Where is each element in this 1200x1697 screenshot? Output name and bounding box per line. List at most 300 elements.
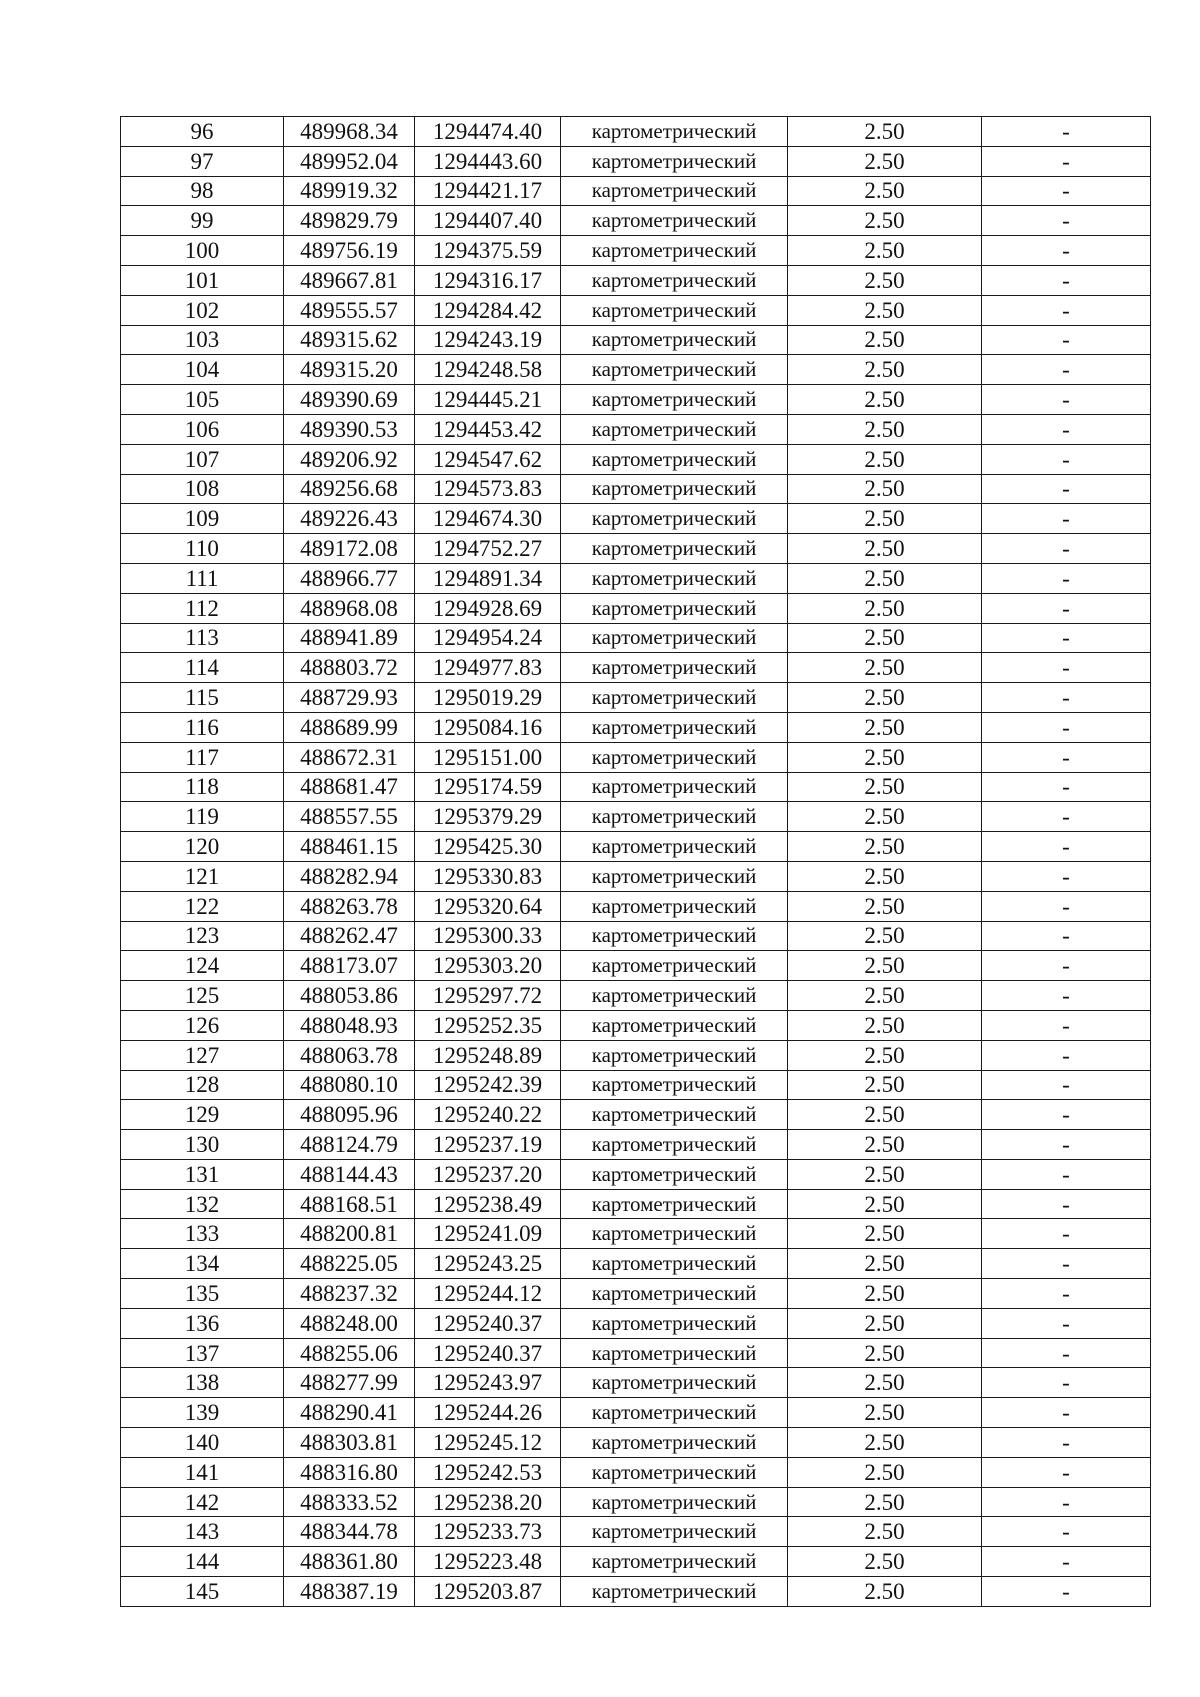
description-cell: - (982, 1308, 1151, 1338)
description-cell: - (982, 1368, 1151, 1398)
point-number-cell: 115 (121, 683, 284, 713)
accuracy-cell: 2.50 (788, 414, 982, 444)
description-cell: - (982, 921, 1151, 951)
x-coordinate-cell: 488303.81 (284, 1428, 415, 1458)
point-number-cell: 134 (121, 1249, 284, 1279)
x-coordinate-cell: 488941.89 (284, 623, 415, 653)
table-row (121, 444, 1151, 474)
method-cell: картометрический (561, 146, 788, 176)
table-row (121, 295, 1151, 325)
table-row (121, 921, 1151, 951)
x-coordinate-cell: 489390.69 (284, 385, 415, 415)
accuracy-cell: 2.50 (788, 1040, 982, 1070)
description-cell: - (982, 1457, 1151, 1487)
point-number-cell: 117 (121, 742, 284, 772)
method-cell: картометрический (561, 712, 788, 742)
x-coordinate-cell: 488729.93 (284, 683, 415, 713)
method-cell: картометрический (561, 236, 788, 266)
description-cell: - (982, 504, 1151, 534)
point-number-cell: 135 (121, 1279, 284, 1309)
table-row (121, 832, 1151, 862)
description-cell: - (982, 1577, 1151, 1607)
x-coordinate-cell: 489952.04 (284, 146, 415, 176)
accuracy-cell: 2.50 (788, 1517, 982, 1547)
method-cell: картометрический (561, 1547, 788, 1577)
point-number-cell: 120 (121, 832, 284, 862)
table-row (121, 414, 1151, 444)
y-coordinate-cell: 1294316.17 (415, 265, 561, 295)
table-row (121, 1010, 1151, 1040)
accuracy-cell: 2.50 (788, 1219, 982, 1249)
table-row (121, 1398, 1151, 1428)
table-row (121, 1249, 1151, 1279)
table-row (121, 236, 1151, 266)
table-row (121, 355, 1151, 385)
x-coordinate-cell: 488316.80 (284, 1457, 415, 1487)
accuracy-cell: 2.50 (788, 1577, 982, 1607)
accuracy-cell: 2.50 (788, 921, 982, 951)
point-number-cell: 96 (121, 117, 284, 147)
x-coordinate-cell: 489256.68 (284, 474, 415, 504)
y-coordinate-cell: 1295223.48 (415, 1547, 561, 1577)
y-coordinate-cell: 1295240.22 (415, 1100, 561, 1130)
x-coordinate-cell: 488248.00 (284, 1308, 415, 1338)
y-coordinate-cell: 1295297.72 (415, 981, 561, 1011)
method-cell: картометрический (561, 1279, 788, 1309)
x-coordinate-cell: 488237.32 (284, 1279, 415, 1309)
point-number-cell: 126 (121, 1010, 284, 1040)
accuracy-cell: 2.50 (788, 772, 982, 802)
table-row (121, 1159, 1151, 1189)
table-row (121, 1100, 1151, 1130)
point-number-cell: 114 (121, 653, 284, 683)
x-coordinate-cell: 489226.43 (284, 504, 415, 534)
table-row (121, 1487, 1151, 1517)
accuracy-cell: 2.50 (788, 1100, 982, 1130)
accuracy-cell: 2.50 (788, 295, 982, 325)
method-cell: картометрический (561, 891, 788, 921)
description-cell: - (982, 653, 1151, 683)
method-cell: картометрический (561, 1428, 788, 1458)
y-coordinate-cell: 1295151.00 (415, 742, 561, 772)
point-number-cell: 107 (121, 444, 284, 474)
y-coordinate-cell: 1295330.83 (415, 861, 561, 891)
method-cell: картометрический (561, 742, 788, 772)
method-cell: картометрический (561, 504, 788, 534)
method-cell: картометрический (561, 117, 788, 147)
y-coordinate-cell: 1295243.25 (415, 1249, 561, 1279)
y-coordinate-cell: 1294547.62 (415, 444, 561, 474)
point-number-cell: 133 (121, 1219, 284, 1249)
point-number-cell: 145 (121, 1577, 284, 1607)
x-coordinate-cell: 488557.55 (284, 802, 415, 832)
x-coordinate-cell: 489756.19 (284, 236, 415, 266)
x-coordinate-cell: 488080.10 (284, 1070, 415, 1100)
y-coordinate-cell: 1295237.19 (415, 1130, 561, 1160)
method-cell: картометрический (561, 772, 788, 802)
y-coordinate-cell: 1295019.29 (415, 683, 561, 713)
method-cell: картометрический (561, 802, 788, 832)
description-cell: - (982, 295, 1151, 325)
y-coordinate-cell: 1295242.39 (415, 1070, 561, 1100)
point-number-cell: 130 (121, 1130, 284, 1160)
method-cell: картометрический (561, 1070, 788, 1100)
table-row (121, 265, 1151, 295)
point-number-cell: 118 (121, 772, 284, 802)
point-number-cell: 122 (121, 891, 284, 921)
method-cell: картометрический (561, 325, 788, 355)
x-coordinate-cell: 488048.93 (284, 1010, 415, 1040)
accuracy-cell: 2.50 (788, 1159, 982, 1189)
y-coordinate-cell: 1295379.29 (415, 802, 561, 832)
table-row (121, 1368, 1151, 1398)
description-cell: - (982, 593, 1151, 623)
x-coordinate-cell: 488672.31 (284, 742, 415, 772)
point-number-cell: 97 (121, 146, 284, 176)
description-cell: - (982, 683, 1151, 713)
description-cell: - (982, 265, 1151, 295)
table-row (121, 742, 1151, 772)
description-cell: - (982, 117, 1151, 147)
accuracy-cell: 2.50 (788, 1338, 982, 1368)
y-coordinate-cell: 1294977.83 (415, 653, 561, 683)
accuracy-cell: 2.50 (788, 117, 982, 147)
x-coordinate-cell: 488225.05 (284, 1249, 415, 1279)
y-coordinate-cell: 1295243.97 (415, 1368, 561, 1398)
description-cell: - (982, 1338, 1151, 1368)
accuracy-cell: 2.50 (788, 593, 982, 623)
description-cell: - (982, 385, 1151, 415)
description-cell: - (982, 772, 1151, 802)
description-cell: - (982, 325, 1151, 355)
method-cell: картометрический (561, 683, 788, 713)
x-coordinate-cell: 489172.08 (284, 534, 415, 564)
description-cell: - (982, 742, 1151, 772)
table-row (121, 891, 1151, 921)
y-coordinate-cell: 1294407.40 (415, 206, 561, 236)
point-number-cell: 99 (121, 206, 284, 236)
accuracy-cell: 2.50 (788, 623, 982, 653)
y-coordinate-cell: 1294421.17 (415, 176, 561, 206)
method-cell: картометрический (561, 355, 788, 385)
point-number-cell: 108 (121, 474, 284, 504)
accuracy-cell: 2.50 (788, 265, 982, 295)
description-cell: - (982, 1398, 1151, 1428)
description-cell: - (982, 1547, 1151, 1577)
point-number-cell: 137 (121, 1338, 284, 1368)
method-cell: картометрический (561, 1130, 788, 1160)
method-cell: картометрический (561, 1517, 788, 1547)
accuracy-cell: 2.50 (788, 1070, 982, 1100)
point-number-cell: 116 (121, 712, 284, 742)
accuracy-cell: 2.50 (788, 474, 982, 504)
method-cell: картометрический (561, 1219, 788, 1249)
y-coordinate-cell: 1295244.12 (415, 1279, 561, 1309)
point-number-cell: 102 (121, 295, 284, 325)
point-number-cell: 142 (121, 1487, 284, 1517)
method-cell: картометрический (561, 295, 788, 325)
x-coordinate-cell: 489315.20 (284, 355, 415, 385)
description-cell: - (982, 981, 1151, 1011)
y-coordinate-cell: 1295320.64 (415, 891, 561, 921)
method-cell: картометрический (561, 1040, 788, 1070)
accuracy-cell: 2.50 (788, 712, 982, 742)
table-row (121, 1189, 1151, 1219)
x-coordinate-cell: 488966.77 (284, 563, 415, 593)
table-row (121, 861, 1151, 891)
method-cell: картометрический (561, 265, 788, 295)
y-coordinate-cell: 1295248.89 (415, 1040, 561, 1070)
description-cell: - (982, 951, 1151, 981)
description-cell: - (982, 712, 1151, 742)
table-row (121, 325, 1151, 355)
description-cell: - (982, 355, 1151, 385)
accuracy-cell: 2.50 (788, 1249, 982, 1279)
table-row (121, 474, 1151, 504)
y-coordinate-cell: 1295174.59 (415, 772, 561, 802)
y-coordinate-cell: 1294752.27 (415, 534, 561, 564)
description-cell: - (982, 1159, 1151, 1189)
x-coordinate-cell: 488689.99 (284, 712, 415, 742)
accuracy-cell: 2.50 (788, 444, 982, 474)
x-coordinate-cell: 489667.81 (284, 265, 415, 295)
y-coordinate-cell: 1294284.42 (415, 295, 561, 325)
method-cell: картометрический (561, 1487, 788, 1517)
table-row (121, 623, 1151, 653)
coordinates-table-body (121, 117, 1151, 1607)
method-cell: картометрический (561, 1189, 788, 1219)
x-coordinate-cell: 488282.94 (284, 861, 415, 891)
description-cell: - (982, 1487, 1151, 1517)
accuracy-cell: 2.50 (788, 1457, 982, 1487)
y-coordinate-cell: 1295238.20 (415, 1487, 561, 1517)
description-cell: - (982, 1100, 1151, 1130)
table-row (121, 385, 1151, 415)
description-cell: - (982, 146, 1151, 176)
x-coordinate-cell: 488333.52 (284, 1487, 415, 1517)
point-number-cell: 123 (121, 921, 284, 951)
description-cell: - (982, 1070, 1151, 1100)
y-coordinate-cell: 1295084.16 (415, 712, 561, 742)
accuracy-cell: 2.50 (788, 981, 982, 1011)
method-cell: картометрический (561, 474, 788, 504)
method-cell: картометрический (561, 1308, 788, 1338)
table-row (121, 1428, 1151, 1458)
method-cell: картометрический (561, 1100, 788, 1130)
x-coordinate-cell: 488387.19 (284, 1577, 415, 1607)
point-number-cell: 112 (121, 593, 284, 623)
method-cell: картометрический (561, 921, 788, 951)
y-coordinate-cell: 1294453.42 (415, 414, 561, 444)
table-row (121, 206, 1151, 236)
point-number-cell: 119 (121, 802, 284, 832)
description-cell: - (982, 534, 1151, 564)
description-cell: - (982, 1010, 1151, 1040)
x-coordinate-cell: 489829.79 (284, 206, 415, 236)
table-row (121, 1547, 1151, 1577)
table-row (121, 1130, 1151, 1160)
x-coordinate-cell: 488277.99 (284, 1368, 415, 1398)
point-number-cell: 104 (121, 355, 284, 385)
description-cell: - (982, 1428, 1151, 1458)
point-number-cell: 139 (121, 1398, 284, 1428)
y-coordinate-cell: 1294243.19 (415, 325, 561, 355)
method-cell: картометрический (561, 1577, 788, 1607)
description-cell: - (982, 444, 1151, 474)
table-row (121, 1040, 1151, 1070)
description-cell: - (982, 861, 1151, 891)
x-coordinate-cell: 488262.47 (284, 921, 415, 951)
accuracy-cell: 2.50 (788, 951, 982, 981)
point-number-cell: 113 (121, 623, 284, 653)
method-cell: картометрический (561, 593, 788, 623)
y-coordinate-cell: 1295233.73 (415, 1517, 561, 1547)
table-row (121, 951, 1151, 981)
method-cell: картометрический (561, 563, 788, 593)
accuracy-cell: 2.50 (788, 1398, 982, 1428)
point-number-cell: 100 (121, 236, 284, 266)
accuracy-cell: 2.50 (788, 325, 982, 355)
point-number-cell: 138 (121, 1368, 284, 1398)
point-number-cell: 121 (121, 861, 284, 891)
table-row (121, 981, 1151, 1011)
description-cell: - (982, 1219, 1151, 1249)
description-cell: - (982, 802, 1151, 832)
accuracy-cell: 2.50 (788, 563, 982, 593)
accuracy-cell: 2.50 (788, 1487, 982, 1517)
point-number-cell: 127 (121, 1040, 284, 1070)
description-cell: - (982, 832, 1151, 862)
accuracy-cell: 2.50 (788, 1428, 982, 1458)
method-cell: картометрический (561, 534, 788, 564)
point-number-cell: 111 (121, 563, 284, 593)
table-row (121, 653, 1151, 683)
method-cell: картометрический (561, 653, 788, 683)
accuracy-cell: 2.50 (788, 861, 982, 891)
table-row (121, 504, 1151, 534)
point-number-cell: 110 (121, 534, 284, 564)
x-coordinate-cell: 488461.15 (284, 832, 415, 862)
accuracy-cell: 2.50 (788, 534, 982, 564)
table-row (121, 534, 1151, 564)
y-coordinate-cell: 1295244.26 (415, 1398, 561, 1428)
x-coordinate-cell: 488803.72 (284, 653, 415, 683)
point-number-cell: 101 (121, 265, 284, 295)
y-coordinate-cell: 1294445.21 (415, 385, 561, 415)
x-coordinate-cell: 488095.96 (284, 1100, 415, 1130)
table-row (121, 176, 1151, 206)
table-row (121, 1577, 1151, 1607)
accuracy-cell: 2.50 (788, 206, 982, 236)
point-number-cell: 105 (121, 385, 284, 415)
point-number-cell: 140 (121, 1428, 284, 1458)
table-row (121, 1457, 1151, 1487)
description-cell: - (982, 474, 1151, 504)
y-coordinate-cell: 1295241.09 (415, 1219, 561, 1249)
y-coordinate-cell: 1295203.87 (415, 1577, 561, 1607)
x-coordinate-cell: 489555.57 (284, 295, 415, 325)
accuracy-cell: 2.50 (788, 742, 982, 772)
description-cell: - (982, 414, 1151, 444)
table-row (121, 802, 1151, 832)
description-cell: - (982, 1040, 1151, 1070)
x-coordinate-cell: 488168.51 (284, 1189, 415, 1219)
accuracy-cell: 2.50 (788, 1130, 982, 1160)
accuracy-cell: 2.50 (788, 1547, 982, 1577)
y-coordinate-cell: 1294443.60 (415, 146, 561, 176)
accuracy-cell: 2.50 (788, 802, 982, 832)
y-coordinate-cell: 1295242.53 (415, 1457, 561, 1487)
method-cell: картометрический (561, 1457, 788, 1487)
y-coordinate-cell: 1295238.49 (415, 1189, 561, 1219)
point-number-cell: 103 (121, 325, 284, 355)
description-cell: - (982, 563, 1151, 593)
table-row (121, 772, 1151, 802)
description-cell: - (982, 1279, 1151, 1309)
x-coordinate-cell: 488200.81 (284, 1219, 415, 1249)
point-number-cell: 109 (121, 504, 284, 534)
y-coordinate-cell: 1294474.40 (415, 117, 561, 147)
point-number-cell: 98 (121, 176, 284, 206)
x-coordinate-cell: 489315.62 (284, 325, 415, 355)
x-coordinate-cell: 488173.07 (284, 951, 415, 981)
x-coordinate-cell: 488290.41 (284, 1398, 415, 1428)
x-coordinate-cell: 488344.78 (284, 1517, 415, 1547)
accuracy-cell: 2.50 (788, 891, 982, 921)
description-cell: - (982, 236, 1151, 266)
y-coordinate-cell: 1294928.69 (415, 593, 561, 623)
y-coordinate-cell: 1295252.35 (415, 1010, 561, 1040)
method-cell: картометрический (561, 385, 788, 415)
y-coordinate-cell: 1294248.58 (415, 355, 561, 385)
accuracy-cell: 2.50 (788, 1279, 982, 1309)
table-row (121, 117, 1151, 147)
method-cell: картометрический (561, 623, 788, 653)
point-number-cell: 125 (121, 981, 284, 1011)
point-number-cell: 106 (121, 414, 284, 444)
method-cell: картометрический (561, 861, 788, 891)
x-coordinate-cell: 488361.80 (284, 1547, 415, 1577)
method-cell: картометрический (561, 832, 788, 862)
method-cell: картометрический (561, 206, 788, 236)
point-number-cell: 141 (121, 1457, 284, 1487)
method-cell: картометрический (561, 951, 788, 981)
y-coordinate-cell: 1295425.30 (415, 832, 561, 862)
method-cell: картометрический (561, 414, 788, 444)
method-cell: картометрический (561, 1159, 788, 1189)
x-coordinate-cell: 488063.78 (284, 1040, 415, 1070)
point-number-cell: 129 (121, 1100, 284, 1130)
y-coordinate-cell: 1294891.34 (415, 563, 561, 593)
accuracy-cell: 2.50 (788, 683, 982, 713)
accuracy-cell: 2.50 (788, 504, 982, 534)
x-coordinate-cell: 488681.47 (284, 772, 415, 802)
description-cell: - (982, 891, 1151, 921)
x-coordinate-cell: 488053.86 (284, 981, 415, 1011)
table-row (121, 1070, 1151, 1100)
accuracy-cell: 2.50 (788, 176, 982, 206)
x-coordinate-cell: 489968.34 (284, 117, 415, 147)
description-cell: - (982, 1249, 1151, 1279)
x-coordinate-cell: 489919.32 (284, 176, 415, 206)
y-coordinate-cell: 1294954.24 (415, 623, 561, 653)
x-coordinate-cell: 488968.08 (284, 593, 415, 623)
table-row (121, 593, 1151, 623)
x-coordinate-cell: 488124.79 (284, 1130, 415, 1160)
accuracy-cell: 2.50 (788, 355, 982, 385)
accuracy-cell: 2.50 (788, 653, 982, 683)
y-coordinate-cell: 1294674.30 (415, 504, 561, 534)
